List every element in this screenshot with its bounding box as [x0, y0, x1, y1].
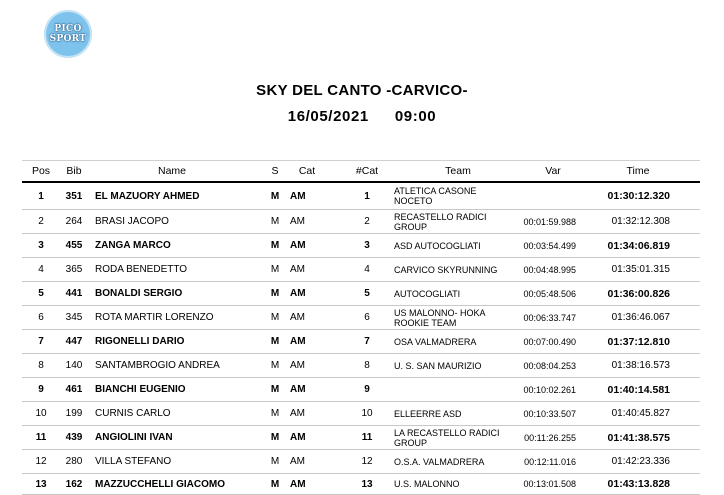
result-sex: M	[270, 408, 280, 419]
result-pos: 6	[38, 312, 44, 323]
table-row	[22, 210, 700, 234]
table-row	[22, 306, 700, 330]
result-var: 00:12:11.016	[524, 456, 576, 467]
result-cat: AM	[290, 264, 305, 275]
table-row	[22, 474, 700, 495]
result-cat: AM	[290, 478, 306, 490]
result-team: O.S.A. VALMADRERA	[394, 456, 485, 467]
result-var: 00:13:01.508	[523, 479, 576, 489]
result-cat: AM	[290, 384, 306, 395]
result-pos: 1	[38, 190, 44, 202]
result-cat-rank: 10	[361, 408, 373, 419]
result-pos: 12	[35, 456, 47, 467]
result-cat-rank: 12	[361, 456, 373, 467]
result-sex: M	[270, 432, 280, 443]
result-name: BRASI JACOPO	[95, 216, 169, 227]
result-pos: 2	[38, 216, 44, 227]
result-pos: 5	[38, 288, 44, 299]
result-bib: 455	[65, 240, 83, 251]
result-bib: 441	[65, 288, 83, 299]
result-name: RODA BENEDETTO	[95, 264, 188, 275]
result-time: 01:43:13.828	[607, 478, 670, 490]
result-sex: M	[270, 288, 280, 299]
table-row	[22, 354, 700, 378]
result-time: 01:42:23.336	[611, 456, 670, 467]
result-var: 00:06:33.747	[523, 312, 576, 323]
event-time: 09:00	[394, 108, 437, 125]
result-pos: 11	[35, 432, 47, 443]
result-bib: 162	[65, 478, 83, 490]
result-var: 00:04:48.995	[523, 264, 576, 275]
header-sex: S	[271, 165, 279, 177]
result-cat-rank: 9	[364, 384, 370, 395]
result-time: 01:40:45.827	[611, 408, 670, 419]
result-team: ATLETICA CASONE NOCETO	[394, 186, 477, 206]
result-sex: M	[270, 264, 280, 275]
result-team: AUTOCOGLIATI	[394, 288, 461, 299]
result-team: US MALONNO- HOKA ROOKIE TEAM	[394, 307, 486, 328]
result-var	[506, 183, 576, 209]
result-pos: 7	[38, 336, 44, 347]
header-cat-rank: #Cat	[355, 165, 379, 177]
table-row	[22, 402, 700, 426]
result-var: 00:07:00.490	[523, 336, 576, 347]
result-cat-rank: 1	[364, 190, 370, 202]
table-row	[22, 282, 700, 306]
result-bib: 199	[65, 408, 83, 419]
result-name: EL MAZUORY AHMED	[95, 190, 200, 202]
result-bib: 345	[65, 312, 83, 323]
result-var: 00:03:54.499	[523, 240, 576, 251]
table-row	[22, 378, 700, 402]
result-name: ROTA MARTIR LORENZO	[95, 312, 214, 323]
result-team: ELLEERRE ASD	[394, 408, 462, 419]
result-sex: M	[270, 216, 280, 227]
result-team: OSA VALMADRERA	[394, 336, 477, 347]
result-name: BIANCHI EUGENIO	[95, 384, 186, 395]
table-header	[22, 160, 700, 183]
result-var: 00:11:26.255	[524, 432, 576, 443]
result-var: 00:08:04.253	[523, 360, 576, 371]
result-cat-rank: 7	[364, 336, 370, 347]
event-title: SKY DEL CANTO -CARVICO-	[256, 82, 468, 99]
result-cat-rank: 8	[364, 360, 370, 371]
result-cat: AM	[290, 336, 306, 347]
result-var: 00:10:02.261	[523, 384, 576, 395]
result-cat: AM	[290, 360, 305, 371]
result-cat: AM	[290, 288, 306, 299]
result-time: 01:37:12.810	[607, 335, 670, 348]
result-sex: M	[270, 312, 280, 323]
result-sex: M	[270, 478, 280, 490]
result-name: MAZZUCCHELLI GIACOMO	[95, 478, 225, 490]
result-cat: AM	[290, 190, 306, 202]
result-cat-rank: 5	[364, 288, 370, 299]
result-sex: M	[270, 456, 280, 467]
result-cat: AM	[290, 456, 305, 467]
table-row	[22, 426, 700, 450]
result-name: BONALDI SERGIO	[95, 288, 183, 299]
table-row	[22, 183, 700, 210]
pico-sport-logo	[44, 10, 92, 58]
header-name: Name	[157, 165, 186, 177]
result-sex: M	[270, 240, 280, 251]
result-bib: 140	[65, 360, 83, 371]
logo-line-1: PICO	[54, 24, 82, 34]
table-row	[22, 234, 700, 258]
table-row	[22, 450, 700, 474]
result-name: SANTAMBROGIO ANDREA	[95, 360, 220, 371]
result-cat-rank: 13	[361, 478, 373, 490]
header-bib: Bib	[66, 165, 82, 177]
header-pos: Pos	[31, 165, 51, 177]
result-cat: AM	[290, 216, 305, 227]
result-sex: M	[270, 190, 280, 202]
result-team: RECASTELLO RADICI GROUP	[394, 211, 487, 232]
result-time: 01:30:12.320	[607, 190, 670, 202]
result-team: U.S. MALONNO	[394, 479, 460, 489]
result-cat: AM	[290, 408, 305, 419]
table-row	[22, 330, 700, 354]
result-bib: 439	[65, 432, 83, 443]
result-name: RIGONELLI DARIO	[95, 336, 185, 347]
result-bib: 447	[65, 336, 83, 347]
event-datetime	[0, 108, 724, 125]
result-name: ANGIOLINI IVAN	[95, 432, 173, 443]
header-team: Team	[445, 165, 471, 177]
result-pos: 13	[35, 478, 47, 490]
result-time: 01:35:01.315	[611, 264, 670, 275]
header-var: Var	[545, 165, 561, 177]
result-cat-rank: 6	[364, 312, 370, 323]
result-time: 01:41:38.575	[607, 431, 670, 444]
result-cat: AM	[290, 312, 305, 323]
result-var: 00:10:33.507	[523, 408, 576, 419]
result-bib: 280	[65, 456, 83, 467]
result-pos: 8	[38, 360, 44, 371]
result-time: 01:36:46.067	[611, 312, 670, 323]
result-pos: 10	[35, 408, 47, 419]
result-cat-rank: 11	[361, 432, 373, 443]
header-cat: Cat	[298, 165, 316, 177]
result-pos: 3	[38, 240, 44, 251]
result-cat-rank: 4	[364, 264, 370, 275]
result-var: 00:05:48.506	[523, 288, 576, 299]
result-pos: 4	[38, 264, 44, 275]
result-cat: AM	[290, 432, 306, 443]
result-cat-rank: 3	[364, 240, 370, 251]
result-time: 01:34:06.819	[607, 239, 670, 252]
result-team: CARVICO SKYRUNNING	[394, 264, 498, 275]
result-team: LA RECASTELLO RADICI GROUP	[394, 427, 500, 448]
result-cat: AM	[290, 240, 306, 251]
result-team	[394, 378, 514, 401]
header-time: Time	[626, 165, 650, 177]
event-date: 16/05/2021	[287, 108, 369, 125]
result-cat-rank: 2	[364, 216, 370, 227]
results-table	[22, 160, 700, 495]
result-name: CURNIS CARLO	[95, 408, 171, 419]
result-bib: 351	[65, 190, 83, 202]
logo-line-2: SPORT	[49, 34, 87, 44]
result-sex: M	[270, 360, 280, 371]
result-name: ZANGA MARCO	[95, 240, 171, 251]
result-time: 01:38:16.573	[611, 360, 670, 371]
result-team: U. S. SAN MAURIZIO	[394, 360, 482, 371]
result-name: VILLA STEFANO	[95, 456, 172, 467]
result-sex: M	[270, 384, 280, 395]
table-body	[22, 183, 700, 495]
result-team: ASD AUTOCOGLIATI	[394, 240, 481, 251]
result-time: 01:40:14.581	[607, 383, 670, 396]
result-var: 00:01:59.988	[523, 216, 576, 227]
result-bib: 264	[65, 216, 83, 227]
result-time: 01:32:12.308	[611, 216, 670, 227]
result-sex: M	[270, 336, 280, 347]
result-pos: 9	[38, 384, 44, 395]
result-time: 01:36:00.826	[607, 287, 670, 300]
table-row	[22, 258, 700, 282]
result-bib: 461	[65, 384, 83, 395]
result-bib: 365	[65, 264, 83, 275]
